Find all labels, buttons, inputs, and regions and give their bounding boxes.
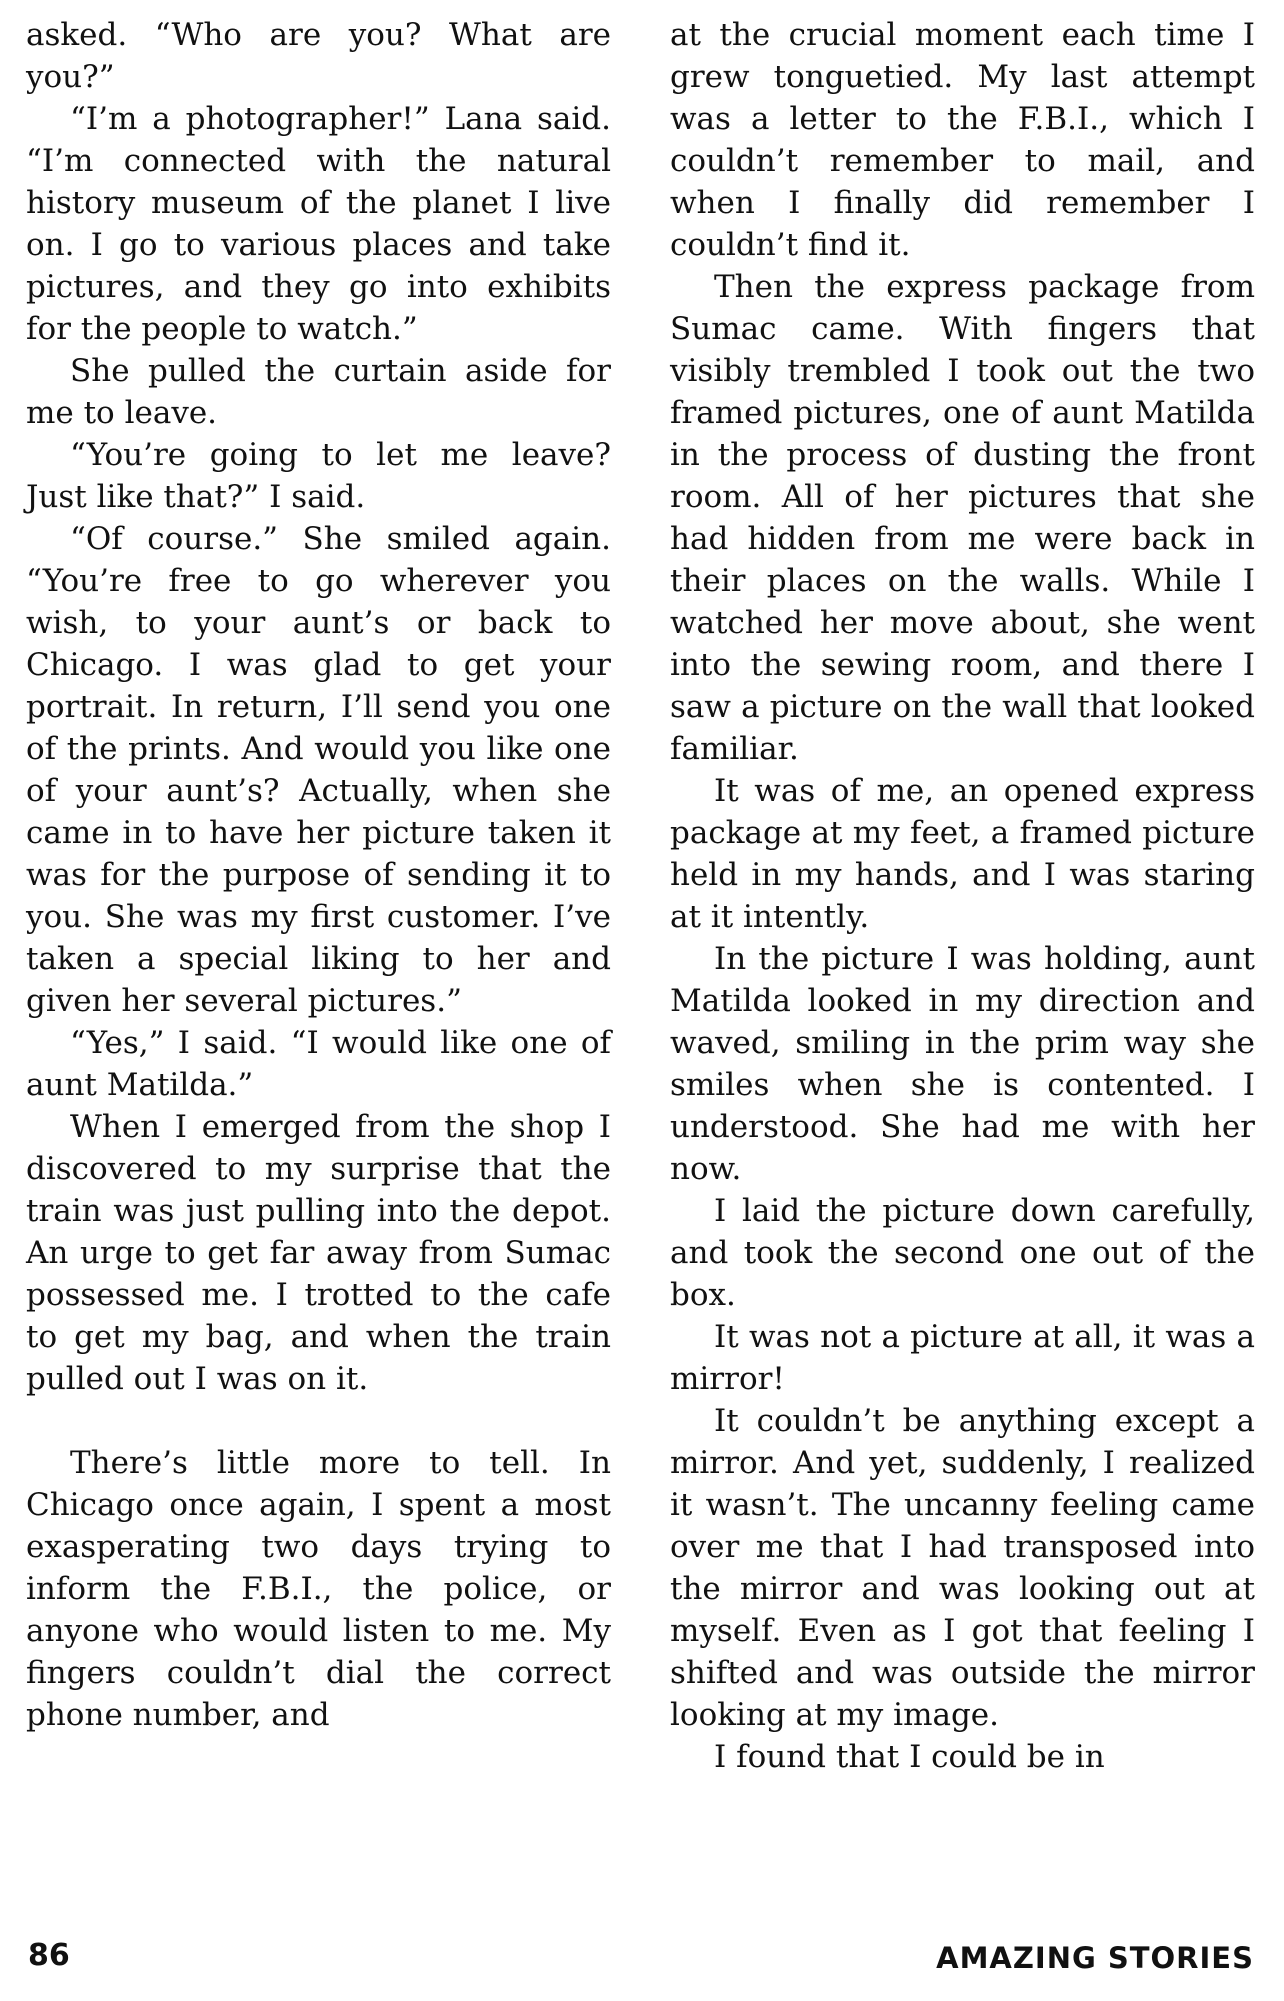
paragraph: It was of me, an opened express package at my feet, a framed picture held in my hands, and I was staring at it intently. xyxy=(670,773,1255,935)
paragraph: When I emerged from the shop I discovered to my surprise that the train was just pulling into the depot. An urge to get far away from Sumac possessed me. I trotted to the cafe to get my bag, and when the train pulled out I was on it. xyxy=(26,1109,611,1397)
paragraph: She pulled the curtain aside for me to leave. xyxy=(26,353,611,431)
paragraph: Then the express package from Sumac came. With fingers that visibly trembled I took out the two framed pictures, one of aunt Matilda in the process of dusting the front room. All of her pictures that she had hidden from me were back in their places on the walls. While I watched her move about, she went into the sewing room, and there I saw a picture on the wall that looked familiar. xyxy=(670,269,1255,767)
paragraph: “I’m a photographer!” Lana said. “I’m connected with the natural history museum of the planet I live on. I go to various places and take pictures, and they go into exhibits for the people to watch.” xyxy=(26,101,611,347)
paragraph: It couldn’t be anything except a mirror. And yet, suddenly, I realized it wasn’t. The uncanny feeling came over me that I had transposed into the mirror and was looking out at myself. Even as I got that feeling I shifted and was outside the mirror looking at my image. xyxy=(670,1403,1255,1733)
paragraph: I found that I could be in xyxy=(714,1739,1105,1775)
paragraph: “You’re going to let me leave? Just like that?” I said. xyxy=(26,437,611,515)
paragraph: I laid the picture down carefully, and took the second one out of the box. xyxy=(670,1193,1255,1313)
paragraph: There’s little more to tell. In Chicago once again, I spent a most exasperating two days trying to inform the F.B.I., the police, or anyone who would listen to me. My fingers couldn’t dial the correct phone number, and xyxy=(26,1445,611,1733)
page-number: 86 xyxy=(28,1938,70,1973)
paragraph: “Yes,” I said. “I would like one of aunt Matilda.” xyxy=(26,1025,611,1103)
paragraph: In the picture I was holding, aunt Matilda looked in my direction and waved, smiling in the prim way she smiles when she is contented. I understood. She had me with her now. xyxy=(670,941,1255,1187)
paragraph: It was not a picture at all, it was a mirror! xyxy=(670,1319,1255,1397)
left-text-column xyxy=(26,14,611,1736)
paragraph: at the crucial moment each time I grew tonguetied. My last attempt was a letter to the F.B.I., which I couldn’t remember to mail, and when I finally did remember I couldn’t find it. xyxy=(670,17,1255,263)
paragraph: “Of course.” She smiled again. “You’re free to go wherever you wish, to your aunt’s or back to Chicago. I was glad to get your portrait. In return, I’ll send you one of the prints. And would you like one of your aunt’s? Actually, when she came in to have her picture taken it was for the purpose of sending it to you. She was my first customer. I’ve taken a special liking to her and given her several pictures.” xyxy=(26,521,611,1019)
right-text-column xyxy=(670,14,1255,1778)
running-footer-title: AMAZING STORIES xyxy=(936,1941,1254,1975)
paragraph: asked. “Who are you? What are you?” xyxy=(26,17,611,95)
